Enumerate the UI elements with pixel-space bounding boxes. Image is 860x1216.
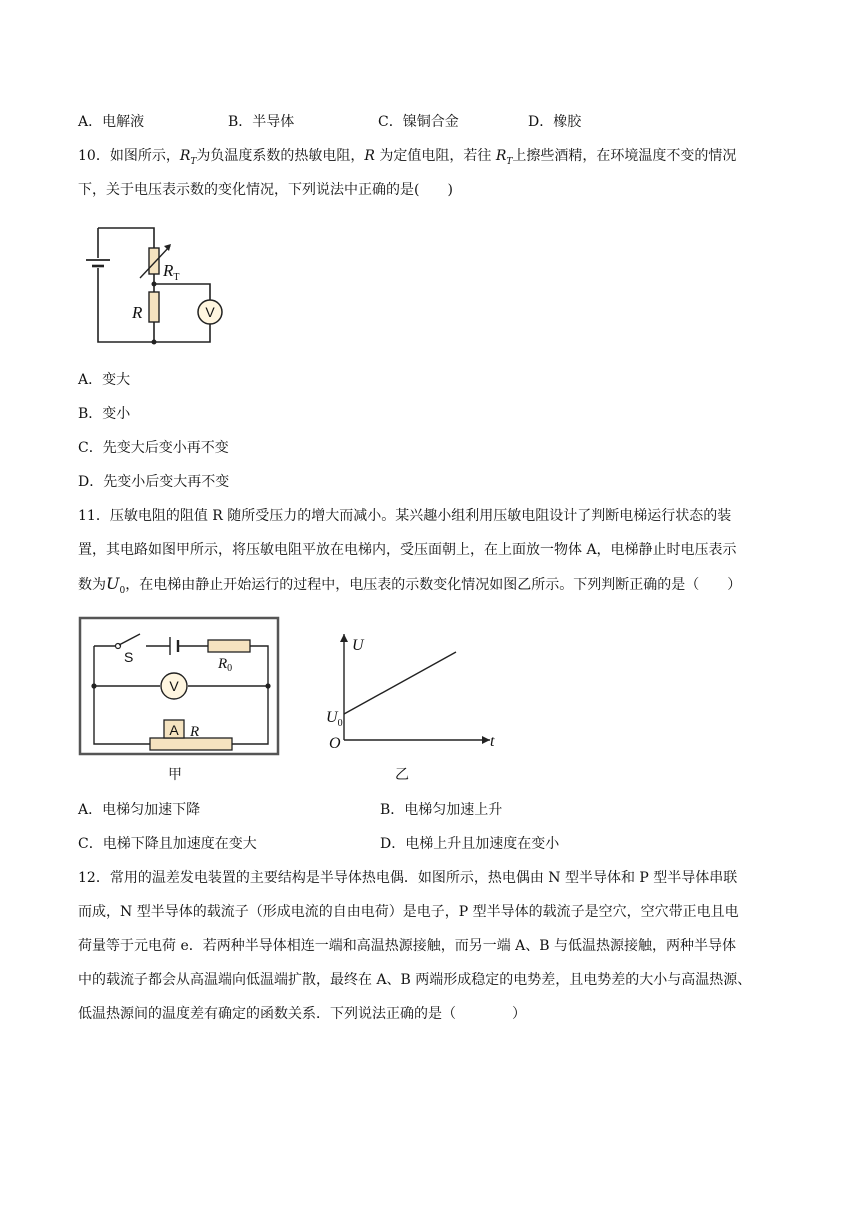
q10-option-b: B．变小 [78,406,131,422]
q12-stem-line2: 而成，N 型半导体的载流子（形成电流的自由电荷）是电子，P 型半导体的载流子是空穴，空穴带正电且电 [78,904,739,920]
q9-option-b: B．半导体 [228,114,295,130]
q11-origin-label: O [329,735,341,752]
q11-option-b: B．电梯匀加速上升 [380,802,503,818]
q9-option-d: D．橡胶 [528,114,582,130]
q11-r0-label: $R_0$ [218,656,233,674]
q11-option-d: D．电梯上升且加速度在变小 [380,836,560,852]
q11-r-label: R [190,724,200,740]
q10-r-label: R [132,303,143,322]
q11-y-axis-label: U [352,637,364,654]
q11-u0-label: $U_0$ [326,709,343,729]
q10-rt-label: $R_T$ [163,261,180,283]
q12-stem-line1: 12．常用的温差发电装置的主要结构是半导体热电偶．如图所示，热电偶由 N 型半导体和 P 型半导体串联 [78,870,738,886]
q9-option-c: C．镍铜合金 [378,114,459,130]
q10-stem-line1: 10．如图所示，$R_T$为负温度系数的热敏电阻，R 为定值电阻，若往 $R_T$上擦些酒精，在环境温度不变的情况 [78,148,737,167]
q11-stem-line1: 11．压敏电阻的阻值 R 随所受压力的增大而减小。某兴趣小组利用压敏电阻设计了判断电梯运行状态的装 [78,508,732,524]
q11-switch-label: S [124,649,134,665]
q11-block-a-label: A [169,722,179,738]
q11-voltmeter-label: V [169,678,179,694]
q10-circuit-diagram [80,220,240,350]
q11-graph-yi [322,626,502,752]
q11-stem-line2: 置，其电路如图甲所示，将压敏电阻平放在电梯内，受压面朝上，在上面放一物体 A，电梯静止时电压表示 [78,542,737,558]
q11-caption-jia: 甲 [168,767,182,783]
q10-option-d: D．先变小后变大再不变 [78,474,230,490]
q12-stem-line5: 低温热源间的温度差有确定的函数关系．下列说法正确的是（ ） [78,1006,526,1022]
q11-stem-line3: 数为$U_0$，在电梯由静止开始运行的过程中，电压表的示数变化情况如图乙所示。下列判断正确的是（ ） [78,574,742,596]
q11-option-a: A．电梯匀加速下降 [78,802,201,818]
q10-option-c: C．先变大后变小再不变 [78,440,229,456]
q10-option-a: A．变大 [78,372,131,388]
q11-option-c: C．电梯下降且加速度在变大 [78,836,257,852]
q11-x-axis-label: t [490,733,495,750]
q11-u-t-line [344,652,456,714]
q12-stem-line4: 中的载流子都会从高温端向低温端扩散，最终在 A、B 两端形成稳定的电势差，且电势差的大小与高温热源、 [78,972,752,988]
q9-option-a: A．电解液 [78,114,145,130]
q10-stem-line2: 下，关于电压表示数的变化情况，下列说法中正确的是( ) [78,182,453,198]
q11-caption-yi: 乙 [395,767,409,783]
q12-stem-line3: 荷量等于元电荷 e．若两种半导体相连一端和高温热源接触，而另一端 A、B 与低温热源接触，两种半导体 [78,938,737,954]
q11-circuit-jia [78,616,280,758]
q10-voltmeter-label: V [205,304,215,320]
